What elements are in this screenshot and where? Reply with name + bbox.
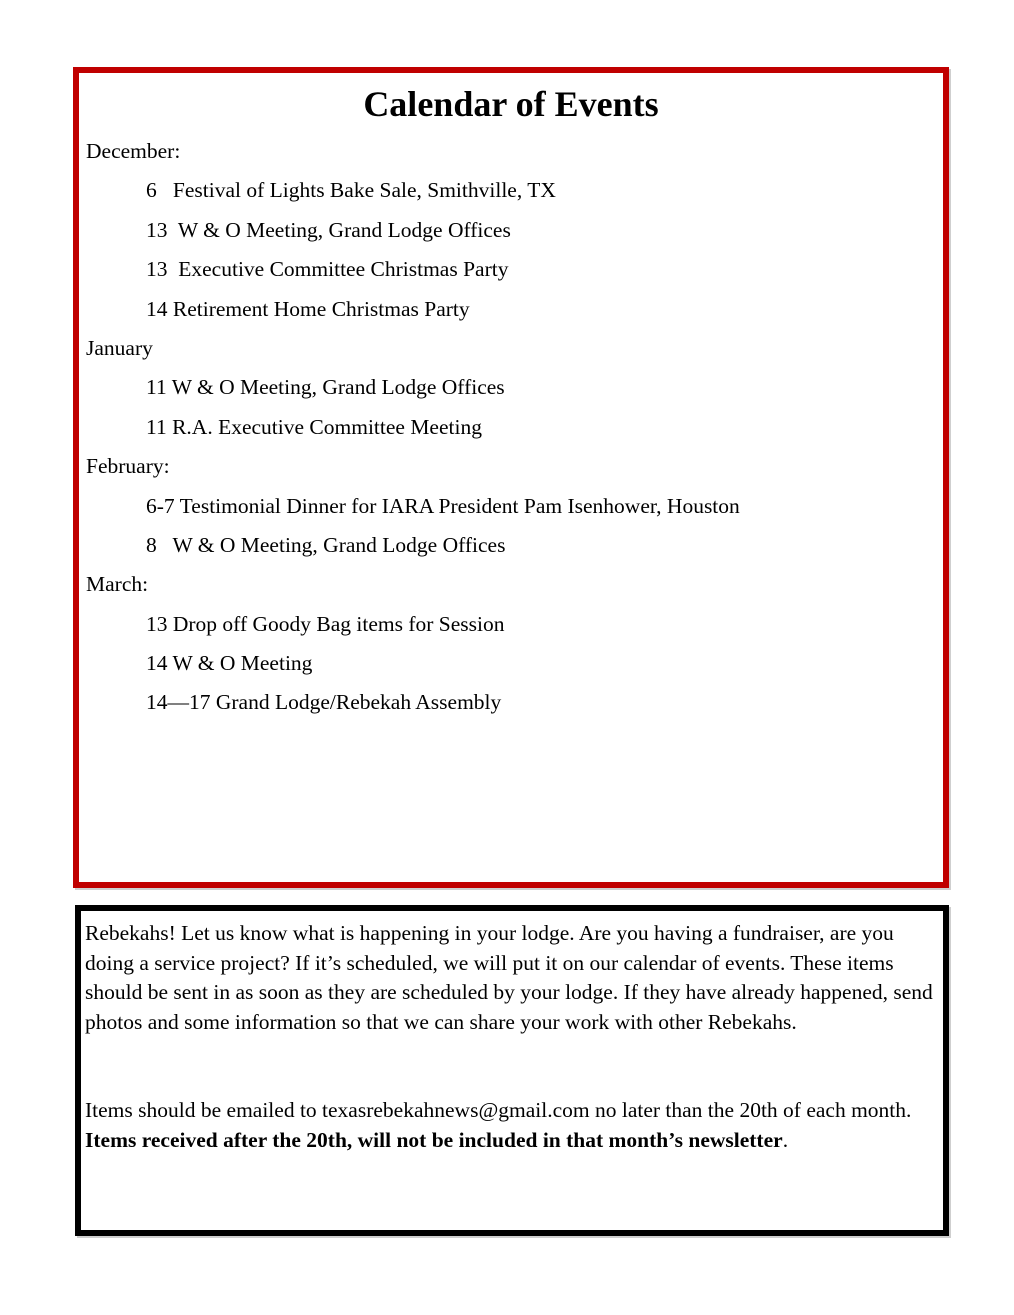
event-item: 6-7 Testimonial Dinner for IARA President Pam Isenhower, Houston <box>146 493 740 518</box>
event-item: 14 Retirement Home Christmas Party <box>146 296 470 321</box>
event-item: 14—17 Grand Lodge/Rebekah Assembly <box>146 690 502 715</box>
month-heading-march: March: <box>86 572 149 597</box>
info-paragraph-call-for-items: Rebekahs! Let us know what is happening in your lodge. Are you having a fundraiser, are you doing a service project? If it’s scheduled, we will put it on our calendar of events. These items should be sent in as soon as they are scheduled by your lodge. If they have already happened, send photos and some information so that we can share your work with other Rebekahs. <box>85 921 933 1034</box>
paragraph-spacer <box>85 1037 937 1096</box>
deadline-period: . <box>782 1127 789 1152</box>
event-item: 13 Executive Committee Christmas Party <box>146 257 509 282</box>
event-item: 6 Festival of Lights Bake Sale, Smithville, TX <box>146 178 556 203</box>
event-item: 13 W & O Meeting, Grand Lodge Offices <box>146 217 511 242</box>
month-heading-december: December: <box>86 139 181 163</box>
submission-info-box <box>75 905 949 1236</box>
event-item: 8 W & O Meeting, Grand Lodge Offices <box>146 532 506 557</box>
event-item: 11 W & O Meeting, Grand Lodge Offices <box>146 375 505 400</box>
calendar-of-events-box <box>73 67 949 888</box>
event-item: 11 R.A. Executive Committee Meeting <box>146 414 482 439</box>
month-heading-january: January <box>86 335 153 360</box>
deadline-warning: Items received after the 20th, will not be included in that month’s newsletter <box>85 1127 783 1152</box>
deadline-text: Items should be emailed to texasrebekahnews@gmail.com no later than the 20th of each month. <box>85 1098 912 1123</box>
event-item: 14 W & O Meeting <box>146 651 313 676</box>
info-paragraph-deadline <box>85 1096 937 1155</box>
calendar-list <box>86 135 933 726</box>
month-heading-february: February: <box>86 454 170 479</box>
event-item: 13 Drop off Goody Bag items for Session <box>146 611 505 636</box>
calendar-title: Calendar of Events <box>363 84 659 124</box>
submission-info-text <box>85 919 937 1156</box>
